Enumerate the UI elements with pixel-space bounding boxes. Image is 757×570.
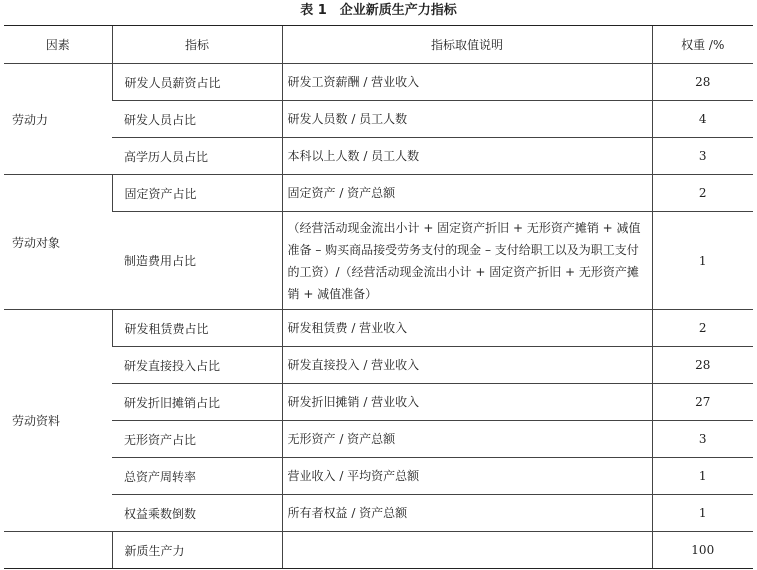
weight-cell: 28 — [652, 347, 753, 384]
indicator-table — [4, 25, 753, 569]
table-row — [4, 384, 753, 421]
factor-cell: 劳动对象 — [4, 175, 112, 310]
indicator-cell: 制造费用占比 — [112, 212, 282, 310]
indicator-cell: 研发人员占比 — [112, 101, 282, 138]
description-cell: 无形资产 / 资产总额 — [282, 421, 652, 458]
table-row — [4, 138, 753, 175]
description-cell: 营业收入 / 平均资产总额 — [282, 458, 652, 495]
weight-cell: 1 — [652, 212, 753, 310]
indicator-cell: 研发直接投入占比 — [112, 347, 282, 384]
description-cell: 研发人员数 / 员工人数 — [282, 101, 652, 138]
weight-cell: 2 — [652, 310, 753, 347]
description-cell: 研发租赁费 / 营业收入 — [282, 310, 652, 347]
description-cell: 所有者权益 / 资产总额 — [282, 495, 652, 532]
total-weight: 100 — [652, 532, 753, 569]
table-row — [4, 495, 753, 532]
weight-cell: 4 — [652, 101, 753, 138]
indicator-cell: 固定资产占比 — [112, 175, 282, 212]
table-row — [4, 347, 753, 384]
indicator-cell: 研发折旧摊销占比 — [112, 384, 282, 421]
weight-cell: 3 — [652, 138, 753, 175]
total-label: 新质生产力 — [112, 532, 282, 569]
indicator-cell: 研发租赁费占比 — [112, 310, 282, 347]
table-row — [4, 212, 753, 310]
header-row — [4, 26, 753, 64]
header-weight: 权重 /% — [652, 26, 753, 64]
total-row — [4, 532, 753, 569]
indicator-cell: 权益乘数倒数 — [112, 495, 282, 532]
table-row — [4, 421, 753, 458]
factor-cell: 劳动资料 — [4, 310, 112, 532]
header-description: 指标取值说明 — [282, 26, 652, 64]
table-row — [4, 101, 753, 138]
indicator-cell: 总资产周转率 — [112, 458, 282, 495]
weight-cell: 3 — [652, 421, 753, 458]
description-cell: 固定资产 / 资产总额 — [282, 175, 652, 212]
table-caption: 表 1 企业新质生产力指标 — [300, 3, 457, 18]
weight-cell: 2 — [652, 175, 753, 212]
description-cell: 研发折旧摊销 / 营业收入 — [282, 384, 652, 421]
indicator-cell: 研发人员薪资占比 — [112, 64, 282, 101]
weight-cell: 28 — [652, 64, 753, 101]
header-indicator: 指标 — [112, 26, 282, 64]
description-cell: 研发直接投入 / 营业收入 — [282, 347, 652, 384]
description-cell: 本科以上人数 / 员工人数 — [282, 138, 652, 175]
indicator-cell: 无形资产占比 — [112, 421, 282, 458]
indicator-cell: 高学历人员占比 — [112, 138, 282, 175]
factor-cell: 劳动力 — [4, 64, 112, 175]
table-row — [4, 64, 753, 101]
description-cell: 研发工资薪酬 / 营业收入 — [282, 64, 652, 101]
table-row — [4, 175, 753, 212]
weight-cell: 27 — [652, 384, 753, 421]
total-factor-cell — [4, 532, 112, 569]
table-row — [4, 310, 753, 347]
total-description — [282, 532, 652, 569]
description-cell: （经营活动现金流出小计 + 固定资产折旧 + 无形资产摊销 + 减值准备 – 购买商品接受劳务支付的现金 – 支付给职工以及为职工支付的工资）/（经营活动现金流出小计 + 固定资产折旧 + 无形资产摊销 + 减值准备） — [282, 212, 652, 310]
header-factor: 因素 — [4, 26, 112, 64]
weight-cell: 1 — [652, 495, 753, 532]
table-row — [4, 458, 753, 495]
weight-cell: 1 — [652, 458, 753, 495]
